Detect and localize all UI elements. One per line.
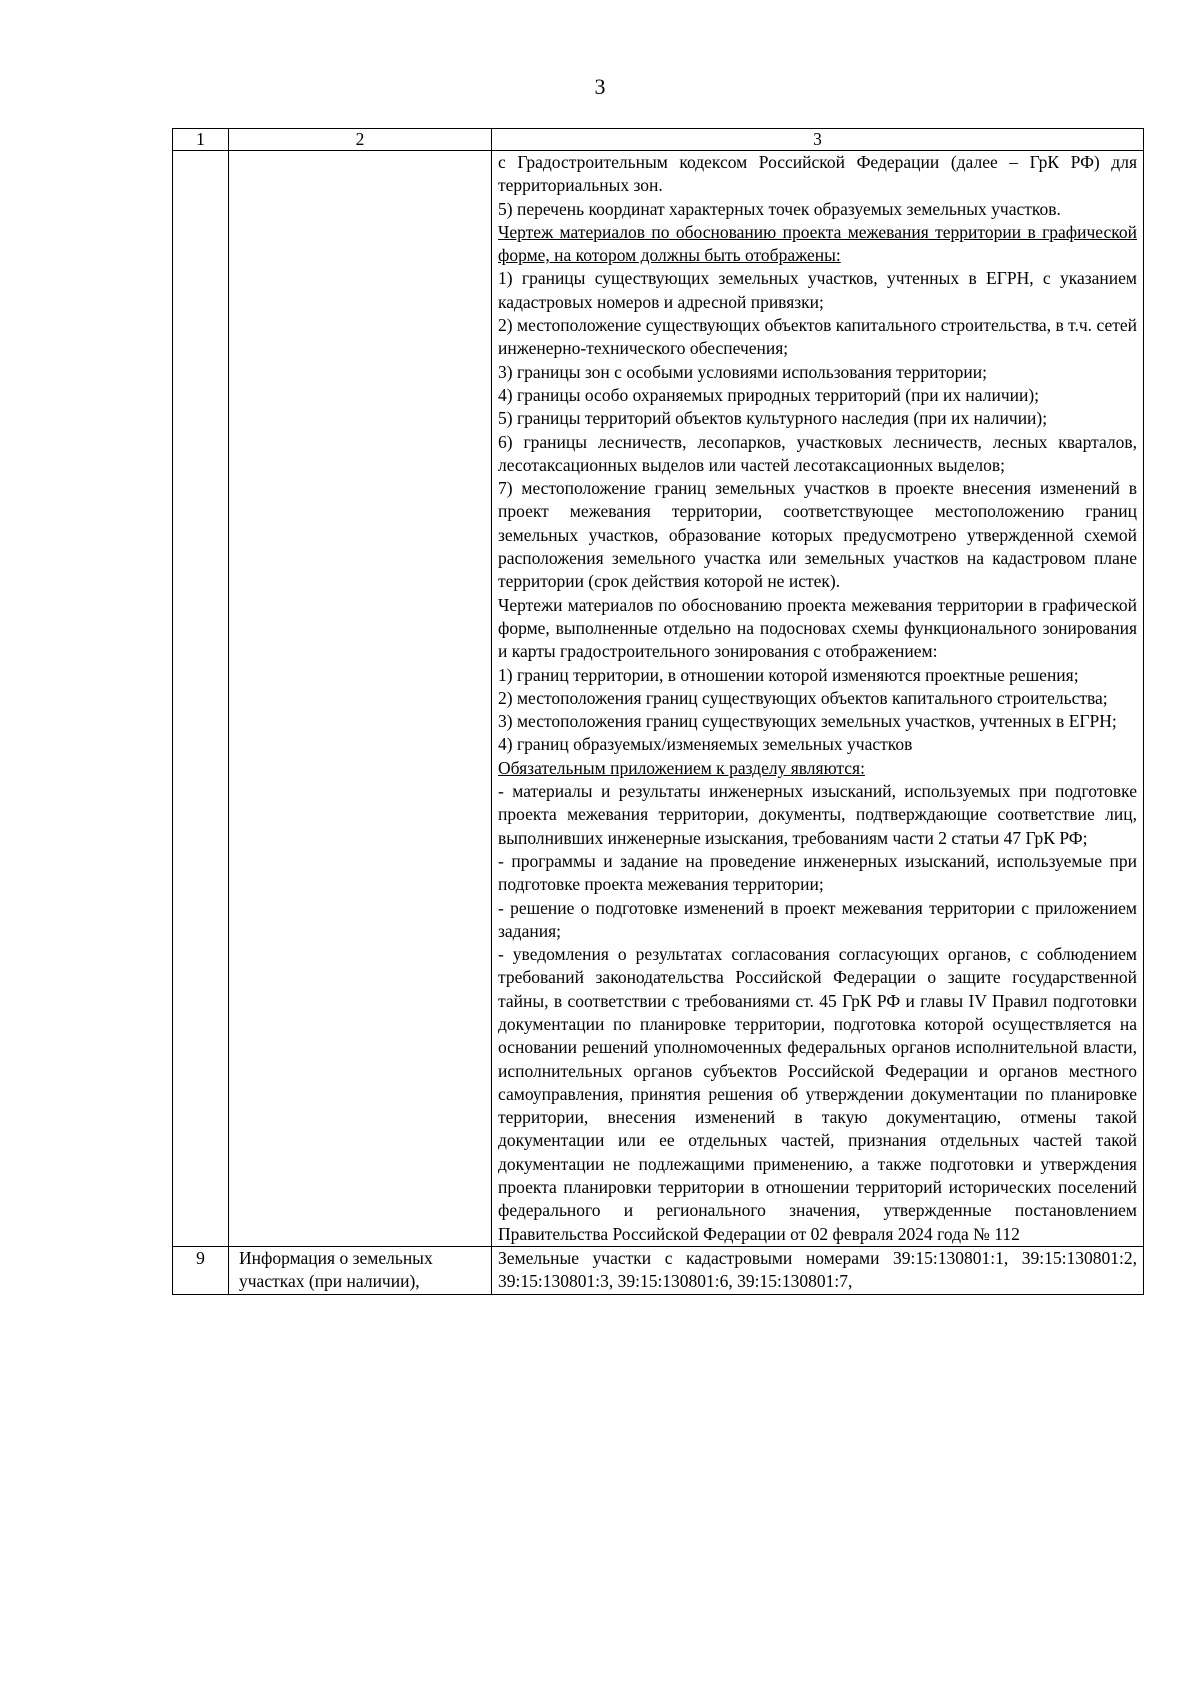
header-col-1: 1 bbox=[173, 129, 229, 151]
content-paragraph bbox=[498, 361, 1137, 384]
row-name-cell: Информация о земельных участках (при наличии), bbox=[229, 1246, 492, 1294]
paragraph-text: 6) границы лесничеств, лесопарков, участковых лесничеств, лесных кварталов, лесотаксационных выделов или частей лесотаксационных выделов; bbox=[498, 431, 1137, 475]
row-content-cell bbox=[492, 151, 1144, 1247]
content-paragraph bbox=[498, 850, 1137, 897]
paragraph-text: 3) границы зон с особыми условиями использования территории; bbox=[498, 361, 988, 382]
row-number-cell: 9 bbox=[173, 1246, 229, 1294]
paragraph-text: 2) местоположение существующих объектов капитального строительства, в т.ч. сетей инженерно-технического обеспечения; bbox=[498, 315, 1137, 359]
paragraph-text: - решение о подготовке изменений в проект межевания территории с приложением задания; bbox=[498, 897, 1137, 941]
content-paragraph bbox=[498, 664, 1137, 687]
paragraph-text: Земельные участки с кадастровыми номерами 39:15:130801:1, 39:15:130801:2, 39:15:130801:3, 39:15:130801:6, 39:15:130801:7, bbox=[498, 1247, 1137, 1292]
paragraph-text: 4) границ образуемых/изменяемых земельных участков bbox=[498, 734, 913, 755]
paragraph-text: 1) границ территории, в отношении которой изменяются проектные решения; bbox=[498, 664, 1079, 685]
content-paragraph bbox=[498, 943, 1137, 1246]
page-number: 3 bbox=[594, 74, 606, 99]
paragraph-text: - материалы и результаты инженерных изысканий, используемых при подготовке проекта межевания территории, документы, подтверждающие соответствие лиц, выполнивших инженерные изыскания, требованиям части 2 статьи 47 ГрК РФ; bbox=[498, 781, 1137, 848]
table-header-row bbox=[173, 129, 1144, 151]
header-col-2: 2 bbox=[229, 129, 492, 151]
paragraph-text: - уведомления о результатах согласования согласующих органов, с соблюдением требований законодательства Российской Федерации о защите государственной тайны, в соответствии с требованиями ст. 45 ГрК РФ и главы IV Правил подготовки документации по планировке территории, подготовка которой осуществляется на основании решений уполномоченных федеральных органов исполнительной власти, исполнительных органов субъектов Российской Федерации и органов местного самоуправления, принятия решения об утверждении документации по планировке территории, внесения изменений в такую документацию, отмены такой документации или ее отдельных частей, признания отдельных частей такой документации не подлежащими применению, а также подготовки и утверждения проекта планировки территории в отношении территорий исторических поселений федерального и регионального значения, утвержденные постановлением Правительства Российской Федерации от 02 февраля 2024 года № 112 bbox=[498, 944, 1137, 1244]
paragraph-text: Чертеж материалов по обоснованию проекта межевания территории в графической форме, на котором должны быть отображены: bbox=[498, 221, 1137, 266]
content-paragraph bbox=[498, 733, 1137, 756]
table-row-continuation bbox=[173, 151, 1144, 1247]
paragraph-text: Обязательным приложением к разделу являются: bbox=[498, 757, 865, 778]
content-paragraph bbox=[498, 687, 1137, 710]
content-paragraph bbox=[498, 780, 1137, 850]
content-paragraph bbox=[498, 710, 1137, 733]
content-paragraph bbox=[498, 1247, 1137, 1294]
row-content-cell bbox=[492, 1246, 1144, 1294]
content-paragraph bbox=[498, 151, 1137, 198]
paragraph-text: 7) местоположение границ земельных участков в проекте внесения изменений в проект межевания территории, соответствующее местоположению границ земельных участков, образование которых предусмотрено утвержденной схемой расположения земельного участка или земельных участков на кадастровом плане территории (срок действия которой не истек). bbox=[498, 478, 1137, 592]
paragraph-text: 1) границы существующих земельных участков, учтенных в ЕГРН, с указанием кадастровых номеров и адресной привязки; bbox=[498, 268, 1137, 312]
paragraph-text: 2) местоположения границ существующих объектов капитального строительства; bbox=[498, 687, 1108, 708]
content-paragraph bbox=[498, 314, 1137, 361]
row-number-cell bbox=[173, 151, 229, 1247]
requirements-table bbox=[172, 128, 1144, 1295]
content-paragraph bbox=[498, 477, 1137, 593]
paragraph-text: 4) границы особо охраняемых природных территорий (при их наличии); bbox=[498, 384, 1040, 405]
content-paragraph bbox=[498, 198, 1137, 221]
content-paragraph bbox=[498, 431, 1137, 478]
row-name-cell bbox=[229, 151, 492, 1247]
content-paragraph bbox=[498, 384, 1137, 407]
paragraph-text: с Градостроительным кодексом Российской Федерации (далее – ГрК РФ) для территориальных зон. bbox=[498, 152, 1137, 196]
paragraph-text: 5) границы территорий объектов культурного наследия (при их наличии); bbox=[498, 408, 1048, 429]
content-paragraph bbox=[498, 897, 1137, 944]
paragraph-text: 3) местоположения границ существующих земельных участков, учтенных в ЕГРН; bbox=[498, 711, 1117, 732]
header-col-3: 3 bbox=[492, 129, 1144, 151]
content-paragraph bbox=[498, 267, 1137, 314]
paragraph-text: Чертежи материалов по обоснованию проекта межевания территории в графической форме, выполненные отдельно на подосновах схемы функционального зонирования и карты градостроительного зонирования с отображением: bbox=[498, 594, 1137, 662]
paragraph-text: - программы и задание на проведение инженерных изысканий, используемые при подготовке проекта межевания территории; bbox=[498, 850, 1137, 895]
content-paragraph bbox=[498, 407, 1137, 430]
content-paragraph bbox=[498, 757, 1137, 780]
paragraph-text: 5) перечень координат характерных точек образуемых земельных участков. bbox=[498, 198, 1061, 219]
content-paragraph bbox=[498, 594, 1137, 664]
content-paragraph bbox=[498, 221, 1137, 268]
table-row-9 bbox=[173, 1246, 1144, 1294]
